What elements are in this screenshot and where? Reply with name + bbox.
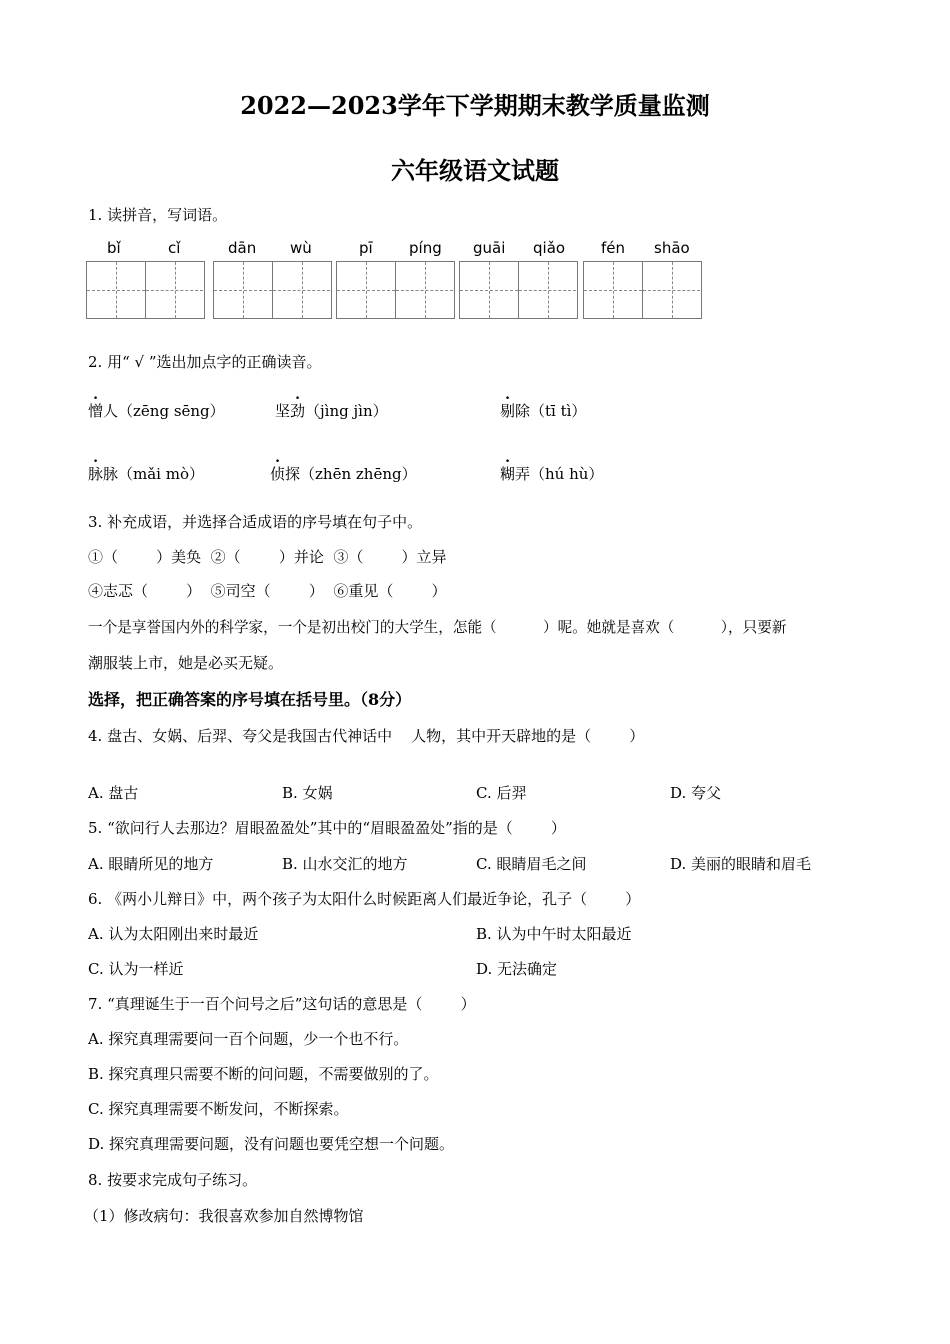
pinyin: shāo bbox=[654, 239, 690, 257]
option[interactable]: B. 山水交汇的地方 bbox=[282, 855, 408, 873]
q2-text: 2. 用“ √ ”选出加点字的正确读音。 bbox=[88, 353, 322, 371]
writing-grid[interactable] bbox=[336, 261, 455, 319]
option[interactable]: A. 眼睛所见的地方 bbox=[88, 855, 214, 873]
pinyin: fén bbox=[601, 239, 626, 257]
pinyin: qiǎo bbox=[533, 239, 566, 257]
idiom-line-2: ④志忑（ ） ⑤司空（ ） ⑥重见（ ） bbox=[88, 582, 447, 600]
option[interactable]: C. 后羿 bbox=[476, 784, 527, 802]
pinyin: wù bbox=[290, 239, 312, 257]
option[interactable]: C. 眼睛眉毛之间 bbox=[476, 855, 587, 873]
reading-item: 糊弄（hú hù） bbox=[500, 465, 604, 483]
option[interactable]: A. 探究真理需要问一百个问题，少一个也不行。 bbox=[88, 1030, 409, 1048]
exam-subtitle: 六年级语文试题 bbox=[391, 156, 559, 185]
q5-text: 5. “欲问行人去那边？眉眼盈盈处”其中的“眉眼盈盈处”指的是（ ） bbox=[88, 819, 566, 837]
reading-item: 憎人（zēng sēng） bbox=[88, 402, 225, 420]
option[interactable]: A. 认为太阳刚出来时最近 bbox=[88, 925, 259, 943]
writing-grid[interactable] bbox=[583, 261, 702, 319]
option[interactable]: D. 夸父 bbox=[670, 784, 722, 802]
q8-sub1: （1）修改病句：我很喜欢参加自然博物馆 bbox=[84, 1207, 364, 1225]
q3-sentence-cont: 潮服装上市，她是必买无疑。 bbox=[88, 654, 284, 672]
pinyin: bǐ bbox=[107, 239, 121, 257]
exam-title: 2022—2023学年下学期期末教学质量监测 bbox=[240, 91, 710, 120]
option[interactable]: D. 美丽的眼睛和眉毛 bbox=[670, 855, 812, 873]
writing-grid[interactable] bbox=[459, 261, 578, 319]
q6-text: 6. 《两小儿辩日》中，两个孩子为太阳什么时候距离人们最近争论，孔子（ ） bbox=[88, 890, 641, 908]
q1-text: 1. 读拼音，写词语。 bbox=[88, 206, 228, 224]
reading-item: 坚劲（jìng jìn） bbox=[275, 402, 388, 420]
pinyin: pī bbox=[359, 239, 373, 257]
reading-item: 脉脉（mǎi mò） bbox=[88, 465, 205, 483]
writing-grid[interactable] bbox=[213, 261, 332, 319]
option[interactable]: C. 认为一样近 bbox=[88, 960, 184, 978]
q3-sentence: 一个是享誉国内外的科学家，一个是初出校门的大学生，怎能（ ）呢。她就是喜欢（ ），只要新 bbox=[88, 619, 787, 636]
q7-text: 7. “真理诞生于一百个问号之后”这句话的意思是（ ） bbox=[88, 995, 476, 1013]
option[interactable]: D. 无法确定 bbox=[476, 960, 558, 978]
reading-item: 剔除（tī tì） bbox=[500, 402, 587, 420]
q4-text: 4. 盘古、女娲、后羿、夸父是我国古代神话中 人物，其中开天辟地的是（ ） bbox=[88, 727, 645, 745]
option[interactable]: B. 认为中午时太阳最近 bbox=[476, 925, 632, 943]
section-heading: 选择，把正确答案的序号填在括号里。（8分） bbox=[88, 690, 412, 709]
pinyin: píng bbox=[409, 239, 442, 257]
option[interactable]: C. 探究真理需要不断发问，不断探索。 bbox=[88, 1100, 349, 1118]
q3-text: 3. 补充成语，并选择合适成语的序号填在句子中。 bbox=[88, 513, 423, 531]
writing-grid[interactable] bbox=[86, 261, 205, 319]
pinyin: guāi bbox=[473, 239, 506, 257]
pinyin: cǐ bbox=[168, 239, 181, 257]
idiom-line-1: ①（ ）美奂 ②（ ）并论 ③（ ）立异 bbox=[88, 548, 447, 566]
reading-item: 侦探（zhēn zhēng） bbox=[270, 465, 417, 483]
option[interactable]: D. 探究真理需要问题，没有问题也要凭空想一个问题。 bbox=[88, 1135, 455, 1153]
option[interactable]: B. 探究真理只需要不断的问问题，不需要做别的了。 bbox=[88, 1065, 439, 1083]
option[interactable]: B. 女娲 bbox=[282, 784, 333, 802]
option[interactable]: A. 盘古 bbox=[88, 784, 139, 802]
q8-text: 8. 按要求完成句子练习。 bbox=[88, 1171, 258, 1189]
pinyin: dān bbox=[228, 239, 257, 257]
